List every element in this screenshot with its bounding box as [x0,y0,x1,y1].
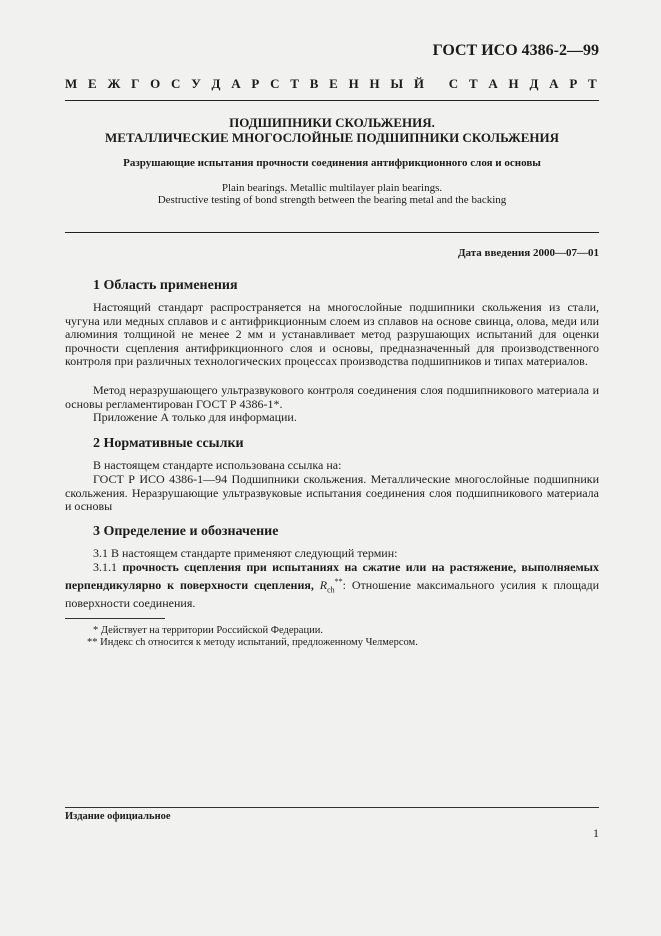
category-letter: Н [508,76,519,91]
section-2-paragraph-1: В настоящем стандарте использована ссылка на: [93,458,342,472]
page-number: 1 [593,826,599,840]
category-letter: М [65,76,78,91]
title-rule [65,232,599,233]
header-rule [65,100,599,101]
term-symbol-superscript: ** [334,576,343,586]
title-en-line2: Destructive testing of bond strength between the bearing metal and the backing [157,194,507,206]
category-letter: Й [413,76,425,91]
category-letter: Н [348,76,359,91]
title-ru-line1: ПОДШИПНИКИ СКОЛЬЖЕНИЯ. [229,115,435,130]
section-1-paragraph-3: Приложение А только для информации. [93,410,297,424]
section-2-paragraph-2: ГОСТ Р ИСО 4386-1—94 Подшипники скольжения. Металлические многослойные подшипники скольжения. Неразрушающие ультразвуковые испытания соединения слоя подшипникового материала и основы [65,472,599,514]
category-letter: С [270,76,280,91]
category-letter: С [171,76,181,91]
category-letter: Т [290,76,299,91]
category-letter: С [448,76,459,91]
title-ru-subtitle: Разрушающие испытания прочности соединения антифрикционного слоя и основы [123,157,541,169]
term-definition-text: : Отношение максимального усилия к площади поверхности соединения. [65,577,599,610]
category-letter: А [488,76,498,91]
section-1-heading: 1 Область применения [93,278,238,293]
category-letter: В [309,76,319,91]
term-definition [65,561,599,610]
category-letter: У [191,76,201,91]
edition-label: Издание официальное [65,811,171,822]
introduction-date: Дата введения 2000—07—01 [457,247,599,259]
title-en-line1: Plain bearings. Metallic multilayer plain bearings. [221,182,443,194]
category-letter: Р [569,76,578,91]
section-2-heading: 2 Нормативные ссылки [93,436,244,451]
term-symbol-subscript: ch [327,584,335,594]
term-name: прочность сцепления при испытаниях на сжатие или на растяжение, выполняемых перпендикулярно к поверхности сцепления, [65,560,599,592]
category-letter: Н [369,76,380,91]
category-letter: Ы [390,76,404,91]
category-letter: Е [88,76,97,91]
category-letter [435,76,438,92]
category-letter: Ж [107,76,121,91]
category-letter: О [150,76,161,91]
footnote-1: * Действует на территории Российской Федерации. [93,625,323,636]
section-1-paragraph-1: Настоящий стандарт распространяется на многослойные подшипники скольжения из стали, чугуна или медных сплавов и с антифрикционным слоем из сплавов на основе свинца, олова, меди или алюминия толщиной не менее 2 мм и устанавливает метод разрушающих испытаний для оценки прочности сцепления антифрикционного слоя и основы, предназначенный для производственного контроля при различных технологических процессах производства подшипников и типах материалов. [65,300,599,369]
section-1-paragraph-2: Метод неразрушающего ультразвукового контроля соединения слоя подшипникового материала и основы регламентирован ГОСТ Р 4386-1*. [65,383,599,411]
category-letter: А [549,76,559,91]
category-letter: Д [211,76,221,91]
title-ru-line2: МЕТАЛЛИЧЕСКИЕ МНОГОСЛОЙНЫЕ ПОДШИПНИКИ СКОЛЬЖЕНИЯ [105,130,559,145]
category-letter: Г [131,76,140,91]
standard-code: ГОСТ ИСО 4386-2—99 [432,42,599,59]
category-letter: Р [251,76,260,91]
category-letter: А [231,76,241,91]
category-letter: Д [529,76,539,91]
section-3-paragraph-1: 3.1 В настоящем стандарте применяют следующий термин: [93,546,398,560]
footnote-2: ** Индекс ch относится к методу испытаний, предложенному Челмерсом. [87,637,418,648]
footer-rule [65,807,599,808]
footnote-rule [65,618,165,619]
section-3-heading: 3 Определение и обозначение [93,524,279,539]
term-number: 3.1.1 [93,560,117,574]
standard-category [65,76,597,92]
term-symbol: R [319,577,328,592]
category-letter: Т [468,76,478,91]
category-letter: Е [329,76,338,91]
category-letter: Т [588,76,597,91]
